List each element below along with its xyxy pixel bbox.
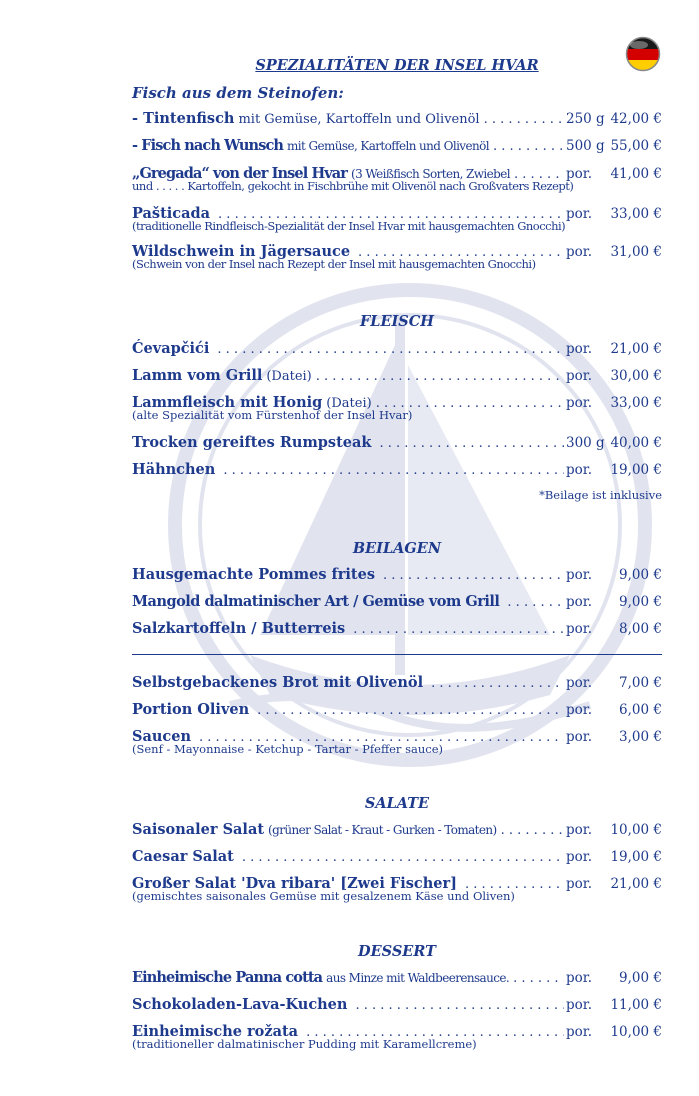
item-unit: por.: [566, 1024, 593, 1040]
dot-leader: [379, 436, 564, 451]
item-note: (Schwein von der Insel nach Rezept der Insel mit hausgemachten Gnocchi): [132, 257, 536, 271]
item-price: 8,00 €: [619, 621, 662, 637]
item-price: 9,00 €: [619, 567, 662, 583]
item-price: 7,00 €: [619, 675, 662, 691]
dot-leader: [316, 369, 564, 384]
item-note: (Senf - Mayonnaise - Ketchup - Tartar - Pfeffer sauce): [132, 742, 443, 756]
menu-item: [132, 434, 662, 456]
item-price: 21,00 €: [610, 876, 662, 892]
item-unit: por.: [566, 395, 593, 411]
item-price: 9,00 €: [619, 970, 662, 986]
item-name: Caesar Salat: [132, 848, 234, 865]
item-unit: por.: [566, 729, 593, 745]
item-name: Schokoladen-Lava-Kuchen: [132, 996, 348, 1013]
menu-item: [132, 821, 662, 843]
item-unit: 300 g: [566, 435, 605, 451]
dot-leader: [355, 998, 564, 1013]
item-note: (traditioneller dalmatinischer Pudding mit Karamellcreme): [132, 1037, 477, 1051]
menu-item: [132, 165, 662, 192]
menu-item: [132, 1023, 662, 1050]
item-unit: 250 g: [566, 111, 605, 127]
dot-leader: [513, 971, 564, 986]
item-unit: por.: [566, 970, 593, 986]
item-unit: por.: [566, 462, 593, 478]
menu-item: [132, 110, 662, 132]
dot-leader: [257, 703, 564, 718]
item-unit: por.: [566, 822, 593, 838]
item-price: 21,00 €: [610, 341, 662, 357]
item-description: (grüner Salat - Kraut - Gurken - Tomaten): [268, 823, 497, 837]
fish-subtitle: Fisch aus dem Steinofen:: [132, 84, 344, 102]
item-name: Einheimische Panna cotta: [132, 969, 323, 986]
item-price: 30,00 €: [610, 368, 662, 384]
item-name: Mangold dalmatinischer Art / Gemüse vom Grill: [132, 593, 500, 610]
item-description: (3 Weißfisch Sorten, Zwiebel: [351, 167, 510, 181]
menu-item: [132, 394, 662, 421]
item-name: Saisonaler Salat: [132, 821, 265, 838]
item-price: 6,00 €: [619, 702, 662, 718]
page-title: SPEZIALITÄTEN DER INSEL HVAR: [255, 57, 539, 74]
item-price: 3,00 €: [619, 729, 662, 745]
item-price: 19,00 €: [610, 849, 662, 865]
item-name: Lammfleisch mit Honig: [132, 394, 323, 411]
item-name: Trocken gereiftes Rumpsteak: [132, 434, 372, 451]
menu-item: [132, 701, 662, 723]
item-note: (alte Spezialität vom Fürstenhof der Insel Hvar): [132, 408, 413, 422]
item-price: 11,00 €: [610, 997, 662, 1013]
section-divider: [132, 654, 662, 655]
dot-leader: [431, 676, 564, 691]
item-note: und . . . . . Kartoffeln, gekocht in Fischbrühe mit Olivenöl nach Großvaters Rezept): [132, 179, 574, 193]
item-unit: por.: [566, 244, 593, 260]
item-unit: por.: [566, 702, 593, 718]
item-price: 42,00 €: [610, 111, 662, 127]
dot-leader: [217, 342, 564, 357]
item-name: Wildschwein in Jägersauce: [132, 243, 351, 260]
menu-item: [132, 620, 662, 642]
item-unit: por.: [566, 206, 593, 222]
menu-item: [132, 137, 662, 159]
menu-item: [132, 243, 662, 270]
item-unit: por.: [566, 594, 593, 610]
menu-item: [132, 566, 662, 588]
dot-leader: [242, 850, 564, 865]
item-price: 9,00 €: [619, 594, 662, 610]
item-unit: por.: [566, 621, 593, 637]
menu-item: [132, 728, 662, 755]
item-description: (Datei): [266, 369, 312, 384]
item-unit: por.: [566, 341, 593, 357]
item-description: (Datei): [326, 396, 372, 411]
item-price: 33,00 €: [610, 395, 662, 411]
item-unit: 500 g: [566, 138, 605, 154]
item-name: Salzkartoffeln / Butterreis: [132, 620, 346, 637]
item-name: - Fisch nach Wunsch: [132, 137, 284, 154]
item-price: 40,00 €: [610, 435, 662, 451]
item-price: 33,00 €: [610, 206, 662, 222]
section-title-dessert: DESSERT: [358, 943, 436, 960]
item-name: Ćevapčići: [132, 340, 210, 357]
item-name: Hähnchen: [132, 461, 216, 478]
menu-item: [132, 674, 662, 696]
menu-item: [132, 996, 662, 1018]
item-note: (traditionelle Rindfleisch-Spezialität der Insel Hvar mit hausgemachten Gnocchi): [132, 219, 566, 233]
item-price: 10,00 €: [610, 822, 662, 838]
side-dish-note: *Beilage ist inklusive: [539, 488, 662, 502]
item-note: (gemischtes saisonales Gemüse mit gesalzenem Käse und Oliven): [132, 889, 515, 903]
item-price: 31,00 €: [610, 244, 662, 260]
dot-leader: [501, 823, 564, 838]
item-unit: por.: [566, 876, 593, 892]
menu-item: [132, 593, 662, 615]
item-price: 41,00 €: [610, 166, 662, 182]
section-title-salads: SALATE: [364, 795, 430, 812]
item-unit: por.: [566, 567, 593, 583]
dot-leader: [493, 139, 564, 154]
item-price: 55,00 €: [610, 138, 662, 154]
item-name: Großer Salat 'Dva ribara' [Zwei Fischer]: [132, 875, 457, 892]
dot-leader: [507, 595, 564, 610]
item-description: mit Gemüse, Kartoffeln und Olivenöl: [287, 139, 489, 153]
item-description: mit Gemüse, Kartoffeln und Olivenöl: [238, 112, 480, 127]
menu-item: [132, 367, 662, 389]
item-name: - Tintenfisch: [132, 110, 235, 127]
item-unit: por.: [566, 675, 593, 691]
dot-leader: [484, 112, 564, 127]
dot-leader: [383, 568, 564, 583]
item-name: „Gregada“ von der Insel Hvar: [132, 165, 348, 182]
section-title-meat: FLEISCH: [359, 313, 435, 330]
item-price: 19,00 €: [610, 462, 662, 478]
item-price: 10,00 €: [610, 1024, 662, 1040]
item-name: Portion Oliven: [132, 701, 250, 718]
item-description: aus Minze mit Waldbeerensauce.: [326, 971, 510, 985]
item-name: Einheimische rožata: [132, 1023, 299, 1040]
item-name: Lamm vom Grill: [132, 367, 263, 384]
item-name: Saucen: [132, 728, 192, 745]
dot-leader: [353, 622, 564, 637]
item-unit: por.: [566, 368, 593, 384]
item-unit: por.: [566, 997, 593, 1013]
item-name: Pašticada: [132, 205, 211, 222]
menu-item: [132, 205, 662, 232]
dot-leader: [223, 463, 564, 478]
item-name: Hausgemachte Pommes frites: [132, 566, 376, 583]
item-unit: por.: [566, 849, 593, 865]
menu-item: [132, 340, 662, 362]
menu-item: [132, 875, 662, 902]
menu-item: [132, 461, 662, 483]
section-title-sides: BEILAGEN: [352, 540, 442, 557]
menu-item: [132, 848, 662, 870]
item-unit: por.: [566, 166, 593, 182]
menu-item: [132, 969, 662, 991]
item-name: Selbstgebackenes Brot mit Olivenöl: [132, 674, 424, 691]
